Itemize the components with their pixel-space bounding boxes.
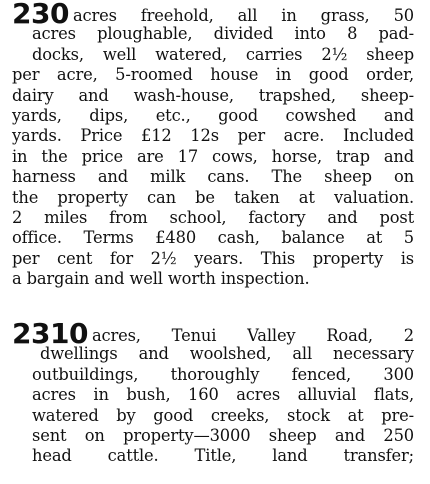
listing-line: yards. Price £12 12s per acre. Included xyxy=(12,126,414,146)
listing-line: head cattle. Title, land transfer; xyxy=(32,446,414,466)
listing-text: acres, Tenui Valley Road, 2 xyxy=(91,326,414,345)
listing-line xyxy=(12,317,414,350)
listing-line: the property can be taken at valuation. xyxy=(12,187,414,207)
listing-line: per acre, 5-roomed house in good order, xyxy=(12,65,414,85)
listing-text: acres freehold, all in grass, 50 xyxy=(72,6,414,25)
listing-acreage: 2310 xyxy=(12,317,88,350)
listing-line: a bargain and well worth inspection. xyxy=(12,269,310,289)
listing-line: office. Terms £480 cash, balance at 5 xyxy=(12,228,414,248)
listing-line: per cent for 2½ years. This property is xyxy=(12,248,414,268)
listing-230-acres xyxy=(12,0,414,289)
listing-line: 2 miles from school, factory and post xyxy=(12,207,414,227)
listing-line: acres ploughable, divided into 8 pad- xyxy=(32,24,414,44)
listing-line: sent on property—3000 sheep and 250 xyxy=(32,425,414,445)
listing-line: outbuildings, thoroughly fenced, 300 xyxy=(32,364,414,384)
listing-line: watered by good creeks, stock at pre- xyxy=(32,405,414,425)
listing-line: harness and milk cans. The sheep on xyxy=(12,167,414,187)
listing-acreage: 230 xyxy=(12,0,69,30)
listing-line xyxy=(12,0,414,30)
listing-2310-acres xyxy=(12,317,414,467)
listing-line: yards, dips, etc., good cowshed and xyxy=(12,105,414,125)
listing-line: dairy and wash-house, trapshed, sheep- xyxy=(12,85,414,105)
listing-line: in the price are 17 cows, horse, trap and xyxy=(12,146,414,166)
listing-line: dwellings and woolshed, all necessary xyxy=(40,344,414,364)
listing-line: acres in bush, 160 acres alluvial flats, xyxy=(32,385,414,405)
listing-line: docks, well watered, carries 2½ sheep xyxy=(32,44,414,64)
